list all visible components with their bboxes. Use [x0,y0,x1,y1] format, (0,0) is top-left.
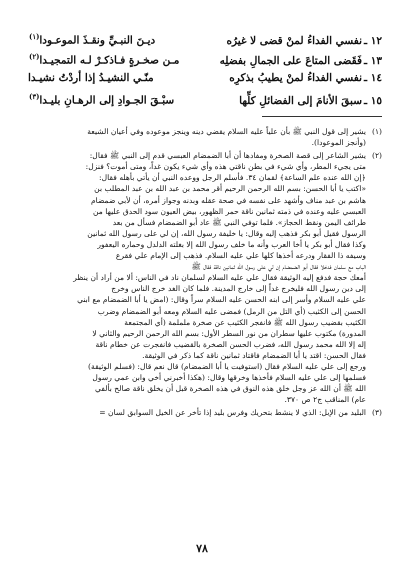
footnote-line: فسلمها إلى علي عليه السلام فأخذها وخرقها وقال: (هكذا أخبرني أخي وابن عمي رسول [92,373,366,383]
verse-number: ١٣ ـ [363,54,382,67]
footnotes [22,126,382,420]
footnote-marker: (١) [29,32,40,41]
footnote-line: الكثيب بقضيب رسول الله ﷺ فانفجر الكثيب عن صخرة ململمة (أي المجتمعة [124,317,366,327]
footnote-line: البليد من الإبل: الذي لا ينشط بتحريك وفرس بليد إذا تأخر عن الخيل السوابق لسان = [99,408,366,418]
verse-second-hemistich-text: ديـنَ النبـيِّ ونقـذَ الموعـودا [39,34,156,47]
verse-first-hemistich: نفسي الفداءُ لمنْ يطيبُ بذكرِه [229,72,362,84]
footnote-line: يشير الشاعر إلى قصة الصخرة ومفادها أن أبا الضمضام العبسي قدم إلى النبي ﷺ فقال: [89,151,366,161]
footnote-line: أمعك حجة فدفع إليه الوثيقة فقال علي عليه السلام لسلمان ناد في الناس: ألا من أراد أن ينظر [73,273,366,283]
footnote-line: متى يجيء المطر، وأي شيء في بطن ناقتي هذه وأي شيء يكون غداً، ومتى أموت؟ فنزل: [85,162,366,172]
verse-number: ١٥ ـ [363,94,382,107]
footnote-line: طرائف اليمن ونقط الحجاز». فلما توفي النبي ﷺ عاد أبو الضمضام فسأل من بعد [112,217,366,227]
footnote-line: هاشم بن عبد مناف وأشهد على نفسه في صحة عقله وبدنه وجواز أمره، أن لأبي ضمضام [90,195,366,205]
footnote-line: فقال الحسن: اقتد يا أبا الضمضام فاقتاد ثمانين ناقة كما ذكر في الوثيقة. [142,350,366,360]
footnote-number: (٣) [371,408,382,418]
footnote [22,150,382,405]
verse-line [24,72,382,92]
footnote-line: العبسي عليه وعنده في ذمته ثمانين ناقة حمر الظهور، بيض العيون سود الحدق عليها من [93,206,366,216]
footnote-marker: (٣) [29,92,40,101]
footnote-text [22,126,366,148]
verse-first-hemistich: سبقَ الأنامَ إلى الفضائلِ كلِّها [239,94,362,107]
footnote-number: (١) [371,127,382,136]
verse-second-hemistich [24,72,202,84]
verse-line [24,32,382,52]
footnote-separator [262,116,382,117]
verse-first-hemistich: فَقَضى المتاعَ على الجمالِ بفضلِه [219,54,362,67]
verse-second-hemistich-text: منّـي النشيـدُ إذا أردْتُ نشيـدا [28,72,154,84]
footnote [22,126,382,148]
footnote-line: وكذا فقال أبو بكر يا أخا العرب وأنه ما خلف رسول الله إلا بغلته الدلدل وحماره اليعفور [97,239,366,249]
footnote-line: علي عليه السلام وأسر إلى ابنه الحسن عليه السلام سراً وقال: (امض يا أبا الضمضام مع ابني [77,295,366,305]
footnote [22,407,382,418]
footnote-line: وسيفه ذا الفقار ودرعه أخذها كلها علي عليه السلام. فذهب إلى الإمام علي فقرع [115,251,366,261]
verse-second-hemistich [24,92,202,107]
footnote-line: (وأنجز الموعودا). [311,138,366,148]
verse-second-hemistich [24,52,202,67]
verse-second-hemistich [24,32,202,47]
verse-second-hemistich-text: سبْـقَ الجـوادِ إلى الرهـانِ بليـدا [39,94,175,107]
footnote-line: ورجع إلى علي عليه السلام فقال (استوفيت يا أبا الضمضام) قال نعم قال: (فسلم الوثيقة) [88,361,366,371]
verse-first-hemistich: نفسي الفداءُ لمنْ قضى لا غيرُه [226,34,362,47]
footnote-line: ﴿إن الله عنده علم الساعة﴾ لقمان ٣٤. فأسلم الرجل ووعده النبي أن يأتي بأهله فقال: [99,173,366,183]
page-number: ٧٨ [196,542,208,555]
footnote-line: يشير إلى قول النبي ﷺ بأن علياً عليه السلام يقضي دينه وينجز موعوده وفي أعيان الشيعة [87,127,366,136]
footnote-line: المدورة) مكتوب عليها سطران من نور السطر الأول: بسم الله الرحمن الرحيم والثاني لا [92,328,366,338]
verse-number: ١٤ ـ [363,72,382,84]
footnote-line: الحسن إلى الكثيب (أي التل من الرمل) فمضى عليه السلام ومعه أبو الضمضام وضرب [97,306,366,316]
footnote-marker: (٢) [29,52,40,61]
footnote-text [22,150,366,405]
footnote-line: الله ﷺ أن الله عز وجل خلق هذه النوق في هذه الصخرة قبل أن يخلق ناقة صالح بألفي [94,384,366,394]
footnote-line: «اكتب يا أبا الحسن: بسم الله الرحمن الرحيم أقر محمد بن عبد الله بن عبد المطلب بن [94,184,366,194]
poem-verses [24,32,382,112]
footnote-number: (٢) [371,151,382,161]
verse-second-hemistich-text: مـن صخـرةٍ فـاذكـرْ لـه التمجيـدا [39,54,180,67]
footnote-line: الباب مع سلمان فدخلا فقال أبو الضمضام إن لي على رسول الله ثمانين ناقة فقال ﷺ [191,262,366,272]
footnote-line: عام) المناقب ج٢ ص ٣٧٠. [284,395,366,405]
footnote-text [22,407,366,418]
verse-line [24,52,382,72]
footnote-line: الرسول فقيل أبو بكر فذهب إليه وقال: يا خليفة رسول الله، إن لي على رسول الله ثمانين [87,228,366,238]
verse-line [24,92,382,112]
footnote-line: إلى دين رسول الله فليخرج غداً إلى خارج المدينة. فلما كان الغد خرج الناس وخرج [111,284,366,294]
footnote-line: إله إلا الله محمد رسول الله، فضرب الحسن الصخرة بالقضيب فانفجرت عن خطام ناقة [95,339,366,349]
verse-number: ١٢ ـ [363,34,382,47]
